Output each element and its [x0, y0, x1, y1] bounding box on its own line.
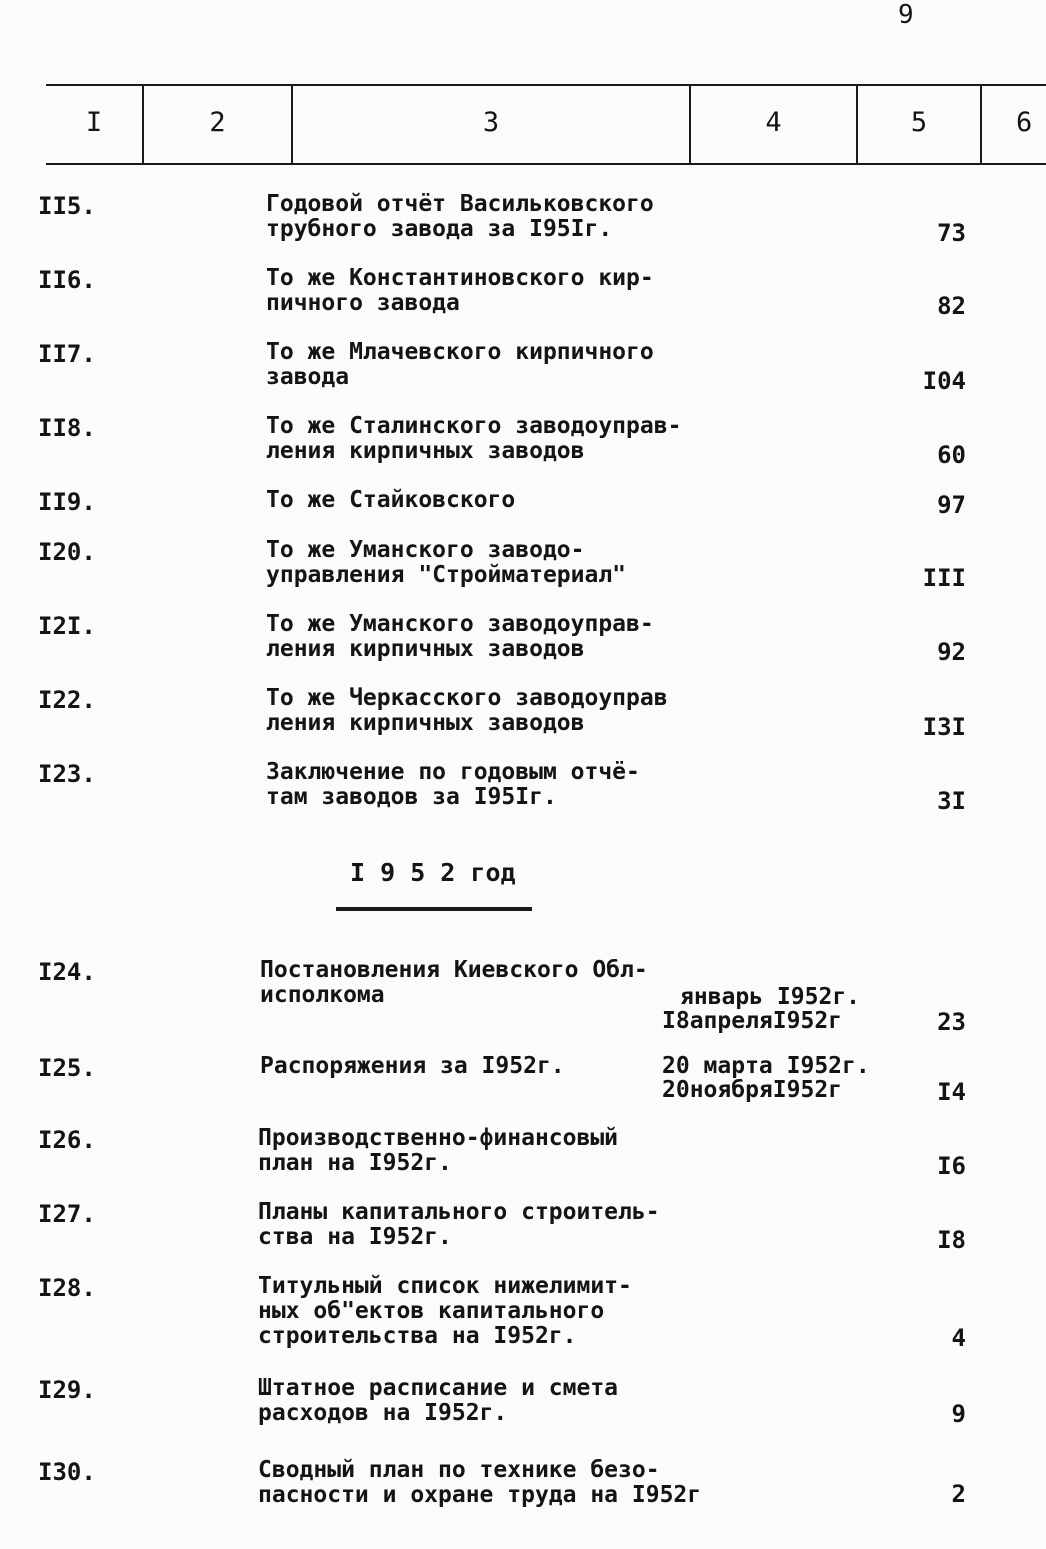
entry-number: I29.: [38, 1376, 96, 1404]
column-header-6: 6: [1016, 107, 1033, 138]
entry-title: То же Уманского заводо- управления "Стройматериал": [266, 537, 627, 588]
entry-pages: 97: [937, 491, 966, 519]
page-number: 9: [898, 0, 914, 30]
entry-pages: III: [922, 564, 966, 592]
entry-title: То же Млачевского кирпичного завода: [266, 339, 654, 390]
year-underline: [336, 907, 532, 911]
column-header-5: 5: [858, 86, 982, 163]
entry-number: I25.: [38, 1054, 96, 1082]
entry-number: I2I.: [38, 612, 96, 640]
entry-pages: 92: [937, 638, 966, 666]
entry-number: I20.: [38, 538, 96, 566]
column-header-row: [46, 84, 1046, 165]
entry-number: II8.: [38, 414, 96, 442]
entry-dates: январь I952г. I8апреляI952г: [662, 984, 861, 1034]
entry-pages: 2: [951, 1480, 966, 1508]
entry-pages: 73: [937, 219, 966, 247]
entry-title: То же Черкасского заводоуправ ления кирпичных заводов: [266, 685, 668, 736]
entry-pages: 82: [937, 292, 966, 320]
entry-number: I23.: [38, 760, 96, 788]
entry-title: То же Уманского заводоуправ- ления кирпичных заводов: [266, 611, 654, 662]
entry-title: Штатное расписание и смета расходов на I952г.: [258, 1375, 619, 1426]
entry-title: Производственно-финансовый план на I952г.: [258, 1125, 619, 1176]
entry-title: Титульный список нижелимит- ных об"ектов капитального строительства на I952г.: [258, 1273, 632, 1349]
entry-pages: I6: [937, 1152, 966, 1180]
entry-number: I27.: [38, 1200, 96, 1228]
entry-title: То же Стайковского: [266, 487, 516, 513]
entry-title: Сводный план по технике безо- пасности и охране труда на I952г: [258, 1457, 702, 1508]
entry-pages: I4: [937, 1078, 966, 1106]
entry-title: То же Константиновского кир- пичного завода: [266, 265, 654, 316]
entry-number: I30.: [38, 1458, 96, 1486]
entry-pages: I3I: [922, 713, 966, 741]
entry-dates: 20 марта I952г. 20ноябряI952г: [662, 1053, 870, 1103]
entry-pages: 4: [951, 1324, 966, 1352]
column-header-1: I: [46, 86, 144, 163]
column-header-4: 4: [691, 86, 858, 163]
entry-number: II7.: [38, 340, 96, 368]
entry-number: II9.: [38, 488, 96, 516]
entry-number: II5.: [38, 192, 96, 220]
entry-title: То же Сталинского заводоуправ- ления кирпичных заводов: [266, 413, 682, 464]
entry-number: I22.: [38, 686, 96, 714]
entry-title: Планы капитального строитель- ства на I952г.: [258, 1199, 660, 1250]
entry-number: I26.: [38, 1126, 96, 1154]
entry-number: I24.: [38, 958, 96, 986]
entry-number: II6.: [38, 266, 96, 294]
column-header-2: 2: [144, 86, 293, 163]
entry-pages: I8: [937, 1226, 966, 1254]
column-header-3: 3: [293, 86, 691, 163]
year-heading: I 9 5 2 год: [350, 858, 516, 887]
entry-number: I28.: [38, 1274, 96, 1302]
entry-title: Распоряжения за I952г.: [260, 1053, 565, 1079]
entry-pages: 23: [937, 1008, 966, 1036]
entry-pages: 3I: [937, 787, 966, 815]
entry-title: Годовой отчёт Васильковского трубного завода за I95Iг.: [266, 191, 654, 242]
entry-pages: 60: [937, 441, 966, 469]
entry-pages: 9: [951, 1400, 966, 1428]
entry-title: Заключение по годовым отчё- там заводов за I95Iг.: [266, 759, 640, 810]
entry-pages: I04: [922, 367, 966, 395]
entry-title: Постановления Киевского Обл- исполкома: [260, 957, 648, 1008]
